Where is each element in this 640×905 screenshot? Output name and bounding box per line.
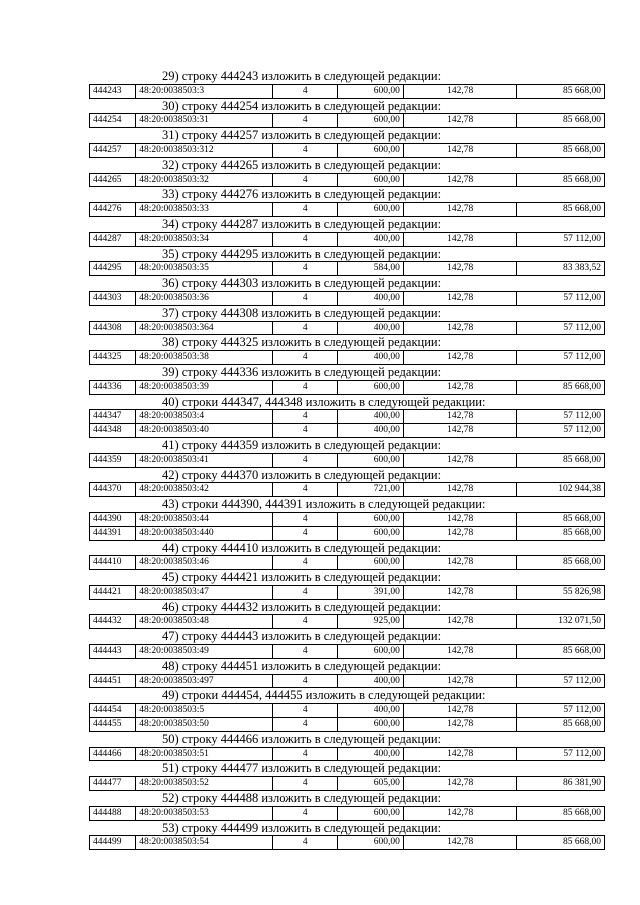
cadastral-number-cell: 48:20:0038503:49	[136, 645, 273, 659]
amendment-heading: 31) строку 444257 изложить в следующей редакции:	[162, 128, 442, 143]
amendment-heading: 32) строку 444265 изложить в следующей редакции:	[162, 157, 442, 172]
class-cell: 4	[273, 483, 338, 497]
area-cell: 600,00	[338, 556, 403, 570]
row-id-cell: 444257	[90, 143, 136, 157]
table-row	[90, 143, 605, 157]
sum-cell: 85 668,00	[517, 84, 605, 98]
amendment-heading: 37) строку 444308 изложить в следующей редакции:	[162, 305, 442, 320]
table-row	[90, 380, 605, 394]
area-cell: 600,00	[338, 173, 403, 187]
amendment-heading: 52) строку 444488 изложить в следующей редакции:	[162, 791, 442, 806]
amendment-table	[89, 350, 605, 365]
sum-cell: 57 112,00	[517, 674, 605, 688]
cadastral-number-cell: 48:20:0038503:36	[136, 291, 273, 305]
amendment-heading: 46) строку 444432 изложить в следующей редакции:	[162, 599, 442, 614]
rate-cell: 142,78	[403, 173, 517, 187]
sum-cell: 85 668,00	[517, 512, 605, 526]
amendment-table	[89, 453, 605, 468]
rate-cell: 142,78	[403, 836, 517, 850]
table-row	[90, 526, 605, 540]
row-id-cell: 444370	[90, 483, 136, 497]
class-cell: 4	[273, 173, 338, 187]
area-cell: 400,00	[338, 321, 403, 335]
amendment-table	[89, 321, 605, 336]
area-cell: 600,00	[338, 645, 403, 659]
cadastral-number-cell: 48:20:0038503:47	[136, 585, 273, 599]
area-cell: 721,00	[338, 483, 403, 497]
cadastral-number-cell: 48:20:0038503:54	[136, 836, 273, 850]
area-cell: 600,00	[338, 526, 403, 540]
cadastral-number-cell: 48:20:0038503:51	[136, 747, 273, 761]
rate-cell: 142,78	[403, 512, 517, 526]
sum-cell: 83 383,52	[517, 262, 605, 276]
class-cell: 4	[273, 232, 338, 246]
rate-cell: 142,78	[403, 556, 517, 570]
rate-cell: 142,78	[403, 321, 517, 335]
cadastral-number-cell: 48:20:0038503:52	[136, 777, 273, 791]
rate-cell: 142,78	[403, 351, 517, 365]
amendment-heading: 30) строку 444254 изложить в следующей редакции:	[162, 98, 442, 113]
amendment-heading: 40) строки 444347, 444348 изложить в следующей редакции:	[162, 394, 486, 409]
cadastral-number-cell: 48:20:0038503:497	[136, 674, 273, 688]
area-cell: 600,00	[338, 836, 403, 850]
area-cell: 925,00	[338, 615, 403, 629]
amendment-heading: 47) строку 444443 изложить в следующей редакции:	[162, 629, 442, 644]
class-cell: 4	[273, 114, 338, 128]
amendment-table	[89, 747, 605, 762]
row-id-cell: 444348	[90, 424, 136, 438]
row-id-cell: 444295	[90, 262, 136, 276]
cadastral-number-cell: 48:20:0038503:41	[136, 453, 273, 467]
table-row	[90, 262, 605, 276]
rate-cell: 142,78	[403, 232, 517, 246]
area-cell: 600,00	[338, 512, 403, 526]
sum-cell: 57 112,00	[517, 351, 605, 365]
amendment-table	[89, 482, 605, 497]
rate-cell: 142,78	[403, 262, 517, 276]
class-cell: 4	[273, 143, 338, 157]
sum-cell: 132 071,50	[517, 615, 605, 629]
table-row	[90, 585, 605, 599]
amendment-table	[89, 614, 605, 629]
table-row	[90, 718, 605, 732]
row-id-cell: 444421	[90, 585, 136, 599]
area-cell: 600,00	[338, 718, 403, 732]
row-id-cell: 444477	[90, 777, 136, 791]
class-cell: 4	[273, 806, 338, 820]
table-row	[90, 203, 605, 217]
area-cell: 584,00	[338, 262, 403, 276]
amendment-table	[89, 380, 605, 395]
amendment-heading: 36) строку 444303 изложить в следующей редакции:	[162, 276, 442, 291]
amendment-heading: 50) строку 444466 изложить в следующей редакции:	[162, 731, 442, 746]
area-cell: 400,00	[338, 704, 403, 718]
class-cell: 4	[273, 718, 338, 732]
area-cell: 400,00	[338, 351, 403, 365]
area-cell: 600,00	[338, 203, 403, 217]
amendment-table	[89, 512, 605, 541]
class-cell: 4	[273, 424, 338, 438]
table-row	[90, 512, 605, 526]
rate-cell: 142,78	[403, 424, 517, 438]
amendment-table	[89, 261, 605, 276]
amendment-table	[89, 113, 605, 128]
area-cell: 400,00	[338, 410, 403, 424]
amendment-table	[89, 409, 605, 438]
row-id-cell: 444308	[90, 321, 136, 335]
cadastral-number-cell: 48:20:0038503:364	[136, 321, 273, 335]
row-id-cell: 444488	[90, 806, 136, 820]
class-cell: 4	[273, 674, 338, 688]
rate-cell: 142,78	[403, 114, 517, 128]
class-cell: 4	[273, 84, 338, 98]
cadastral-number-cell: 48:20:0038503:32	[136, 173, 273, 187]
rate-cell: 142,78	[403, 203, 517, 217]
table-row	[90, 453, 605, 467]
row-id-cell: 444390	[90, 512, 136, 526]
table-row	[90, 836, 605, 850]
table-row	[90, 84, 605, 98]
row-id-cell: 444391	[90, 526, 136, 540]
row-id-cell: 444432	[90, 615, 136, 629]
row-id-cell: 444451	[90, 674, 136, 688]
amendment-table	[89, 291, 605, 306]
cadastral-number-cell: 48:20:0038503:35	[136, 262, 273, 276]
table-row	[90, 232, 605, 246]
amendment-table	[89, 173, 605, 188]
cadastral-number-cell: 48:20:0038503:48	[136, 615, 273, 629]
rate-cell: 142,78	[403, 380, 517, 394]
cadastral-number-cell: 48:20:0038503:5	[136, 704, 273, 718]
rate-cell: 142,78	[403, 585, 517, 599]
table-row	[90, 747, 605, 761]
rate-cell: 142,78	[403, 806, 517, 820]
class-cell: 4	[273, 526, 338, 540]
sum-cell: 57 112,00	[517, 424, 605, 438]
cadastral-number-cell: 48:20:0038503:53	[136, 806, 273, 820]
row-id-cell: 444359	[90, 453, 136, 467]
table-row	[90, 321, 605, 335]
sum-cell: 85 668,00	[517, 806, 605, 820]
amendment-table	[89, 644, 605, 659]
rate-cell: 142,78	[403, 674, 517, 688]
amendment-heading: 45) строку 444421 изложить в следующей редакции:	[162, 570, 442, 585]
class-cell: 4	[273, 262, 338, 276]
cadastral-number-cell: 48:20:0038503:40	[136, 424, 273, 438]
cadastral-number-cell: 48:20:0038503:39	[136, 380, 273, 394]
cadastral-number-cell: 48:20:0038503:44	[136, 512, 273, 526]
amendment-table	[89, 776, 605, 791]
amendment-heading: 43) строки 444390, 444391 изложить в следующей редакции:	[162, 497, 486, 512]
row-id-cell: 444254	[90, 114, 136, 128]
amendment-table	[89, 703, 605, 732]
class-cell: 4	[273, 747, 338, 761]
area-cell: 400,00	[338, 424, 403, 438]
area-cell: 605,00	[338, 777, 403, 791]
sum-cell: 57 112,00	[517, 232, 605, 246]
area-cell: 600,00	[338, 143, 403, 157]
sum-cell: 85 668,00	[517, 645, 605, 659]
sum-cell: 57 112,00	[517, 410, 605, 424]
cadastral-number-cell: 48:20:0038503:440	[136, 526, 273, 540]
cadastral-number-cell: 48:20:0038503:46	[136, 556, 273, 570]
cadastral-number-cell: 48:20:0038503:312	[136, 143, 273, 157]
amendment-table	[89, 232, 605, 247]
class-cell: 4	[273, 351, 338, 365]
cadastral-number-cell: 48:20:0038503:33	[136, 203, 273, 217]
sum-cell: 85 668,00	[517, 114, 605, 128]
area-cell: 600,00	[338, 453, 403, 467]
amendment-table	[89, 555, 605, 570]
table-row	[90, 114, 605, 128]
amendment-heading: 39) строку 444336 изложить в следующей редакции:	[162, 364, 442, 379]
amendment-heading: 29) строку 444243 изложить в следующей редакции:	[162, 69, 442, 83]
sum-cell: 85 668,00	[517, 556, 605, 570]
rate-cell: 142,78	[403, 718, 517, 732]
amendment-heading: 38) строку 444325 изложить в следующей редакции:	[162, 335, 442, 350]
class-cell: 4	[273, 321, 338, 335]
cadastral-number-cell: 48:20:0038503:31	[136, 114, 273, 128]
area-cell: 400,00	[338, 747, 403, 761]
amendment-heading: 51) строку 444477 изложить в следующей редакции:	[162, 761, 442, 776]
amendment-heading: 41) строку 444359 изложить в следующей редакции:	[162, 437, 442, 452]
rate-cell: 142,78	[403, 615, 517, 629]
class-cell: 4	[273, 585, 338, 599]
amendment-heading: 53) строку 444499 изложить в следующей редакции:	[162, 820, 442, 835]
row-id-cell: 444303	[90, 291, 136, 305]
sum-cell: 57 112,00	[517, 321, 605, 335]
class-cell: 4	[273, 291, 338, 305]
sum-cell: 85 668,00	[517, 143, 605, 157]
class-cell: 4	[273, 704, 338, 718]
sum-cell: 85 668,00	[517, 718, 605, 732]
table-row	[90, 556, 605, 570]
row-id-cell: 444347	[90, 410, 136, 424]
amendment-heading: 34) строку 444287 изложить в следующей редакции:	[162, 216, 442, 231]
sum-cell: 57 112,00	[517, 747, 605, 761]
class-cell: 4	[273, 836, 338, 850]
table-row	[90, 645, 605, 659]
row-id-cell: 444287	[90, 232, 136, 246]
cadastral-number-cell: 48:20:0038503:50	[136, 718, 273, 732]
amendment-table	[89, 585, 605, 600]
rate-cell: 142,78	[403, 410, 517, 424]
area-cell: 391,00	[338, 585, 403, 599]
rate-cell: 142,78	[403, 747, 517, 761]
amendment-table	[89, 674, 605, 689]
row-id-cell: 444265	[90, 173, 136, 187]
cadastral-number-cell: 48:20:0038503:3	[136, 84, 273, 98]
amendment-table	[89, 806, 605, 821]
table-row	[90, 674, 605, 688]
row-id-cell: 444325	[90, 351, 136, 365]
row-id-cell: 444499	[90, 836, 136, 850]
area-cell: 600,00	[338, 114, 403, 128]
area-cell: 400,00	[338, 291, 403, 305]
table-row	[90, 483, 605, 497]
rate-cell: 142,78	[403, 777, 517, 791]
amendment-table	[89, 835, 605, 850]
rate-cell: 142,78	[403, 143, 517, 157]
amendment-heading: 42) строку 444370 изложить в следующей редакции:	[162, 467, 442, 482]
rate-cell: 142,78	[403, 526, 517, 540]
document-page	[89, 69, 605, 850]
class-cell: 4	[273, 645, 338, 659]
sum-cell: 102 944,38	[517, 483, 605, 497]
amendment-heading: 35) строку 444295 изложить в следующей редакции:	[162, 246, 442, 261]
table-row	[90, 777, 605, 791]
table-row	[90, 351, 605, 365]
amendment-heading: 33) строку 444276 изложить в следующей редакции:	[162, 187, 442, 202]
cadastral-number-cell: 48:20:0038503:38	[136, 351, 273, 365]
amendment-heading: 48) строку 444451 изложить в следующей редакции:	[162, 658, 442, 673]
table-row	[90, 424, 605, 438]
rate-cell: 142,78	[403, 483, 517, 497]
rate-cell: 142,78	[403, 84, 517, 98]
amendment-table	[89, 202, 605, 217]
class-cell: 4	[273, 615, 338, 629]
class-cell: 4	[273, 410, 338, 424]
class-cell: 4	[273, 556, 338, 570]
table-row	[90, 704, 605, 718]
sum-cell: 85 668,00	[517, 203, 605, 217]
area-cell: 400,00	[338, 232, 403, 246]
area-cell: 600,00	[338, 84, 403, 98]
sum-cell: 85 668,00	[517, 836, 605, 850]
row-id-cell: 444276	[90, 203, 136, 217]
class-cell: 4	[273, 203, 338, 217]
row-id-cell: 444336	[90, 380, 136, 394]
class-cell: 4	[273, 380, 338, 394]
row-id-cell: 444455	[90, 718, 136, 732]
table-row	[90, 410, 605, 424]
row-id-cell: 444443	[90, 645, 136, 659]
cadastral-number-cell: 48:20:0038503:34	[136, 232, 273, 246]
row-id-cell: 444243	[90, 84, 136, 98]
sum-cell: 85 668,00	[517, 380, 605, 394]
table-row	[90, 173, 605, 187]
amendment-table	[89, 143, 605, 158]
area-cell: 600,00	[338, 806, 403, 820]
class-cell: 4	[273, 512, 338, 526]
amendment-table	[89, 84, 605, 99]
sum-cell: 57 112,00	[517, 291, 605, 305]
sum-cell: 85 668,00	[517, 173, 605, 187]
sum-cell: 85 668,00	[517, 526, 605, 540]
rate-cell: 142,78	[403, 645, 517, 659]
class-cell: 4	[273, 453, 338, 467]
rate-cell: 142,78	[403, 291, 517, 305]
sum-cell: 57 112,00	[517, 704, 605, 718]
cadastral-number-cell: 48:20:0038503:42	[136, 483, 273, 497]
amendment-heading: 49) строки 444454, 444455 изложить в следующей редакции:	[162, 688, 486, 703]
cadastral-number-cell: 48:20:0038503:4	[136, 410, 273, 424]
amendment-heading: 44) строку 444410 изложить в следующей редакции:	[162, 540, 442, 555]
table-row	[90, 806, 605, 820]
row-id-cell: 444410	[90, 556, 136, 570]
table-row	[90, 615, 605, 629]
table-row	[90, 291, 605, 305]
sum-cell: 85 668,00	[517, 453, 605, 467]
row-id-cell: 444466	[90, 747, 136, 761]
sum-cell: 55 826,98	[517, 585, 605, 599]
area-cell: 600,00	[338, 380, 403, 394]
rate-cell: 142,78	[403, 704, 517, 718]
sum-cell: 86 381,90	[517, 777, 605, 791]
class-cell: 4	[273, 777, 338, 791]
rate-cell: 142,78	[403, 453, 517, 467]
row-id-cell: 444454	[90, 704, 136, 718]
area-cell: 400,00	[338, 674, 403, 688]
